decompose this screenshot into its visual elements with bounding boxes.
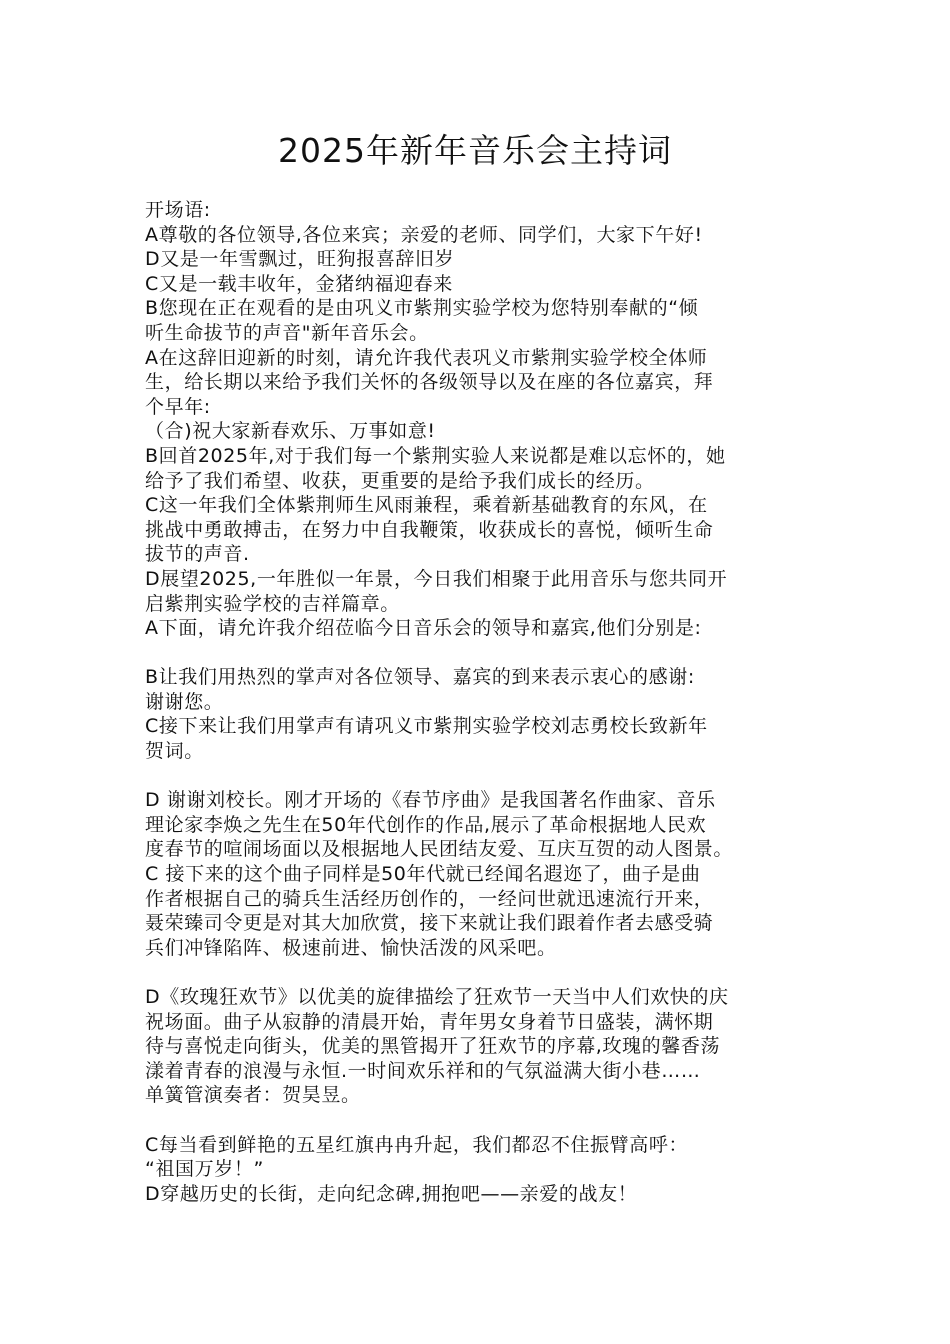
text-line: “祖国万岁！” [145,1158,264,1181]
text-line: B您现在正在观看的是由巩义市紫荆实验学校为您特别奉献的“倾 [145,297,699,320]
text-line: C接下来让我们用掌声有请巩义市紫荆实验学校刘志勇校长致新年 [145,715,708,738]
text-line: D 谢谢刘校长。刚才开场的《春节序曲》是我国著名作曲家、音乐 [145,789,716,812]
text-line: D穿越历史的长街，走向纪念碑,拥抱吧——亲爱的战友！ [145,1182,638,1205]
text-line: 度春节的喧闹场面以及根据地人民团结友爱、互庆互贺的动人图景。 [145,838,734,861]
text-line: D又是一年雪飘过，旺狗报喜辞旧岁 [145,248,455,271]
text-line: 启紫荆实验学校的吉祥篇章。 [145,592,400,615]
text-line: 单簧管演奏者：贺昊昱。 [145,1084,361,1107]
text-line: D展望2025,一年胜似一年景，今日我们相聚于此用音乐与您共同开 [145,567,728,590]
text-line: B回首2025年,对于我们每一个紫荆实验人来说都是难以忘怀的，她 [145,444,726,467]
text-line: 作者根据自己的骑兵生活经历创作的，一经问世就迅速流行开来， [145,887,714,910]
text-line: 兵们冲锋陷阵、极速前进、愉快活泼的风采吧。 [145,936,557,959]
text-line: B让我们用热烈的掌声对各位领导、嘉宾的到来表示衷心的感谢: [145,666,695,689]
text-line: A下面，请允许我介绍莅临今日音乐会的领导和嘉宾,他们分别是: [145,617,702,640]
text-line: 开场语: [145,199,211,221]
text-line: C这一年我们全体紫荆师生风雨兼程，乘着新基础教育的东风，在 [145,494,708,517]
text-line: 待与喜悦走向街头，优美的黑管揭开了狂欢节的序幕,玫瑰的馨香荡 [145,1035,721,1058]
text-line: C每当看到鲜艳的五星红旗冉冉升起，我们都忍不住振臂高呼： [145,1133,689,1156]
text-line: C 接下来的这个曲子同样是50年代就已经闻名遐迩了，曲子是曲 [145,863,701,886]
text-line: C又是一载丰收年，金猪纳福迎春来 [145,272,453,295]
text-line: 贺词。 [145,740,204,763]
text-line: 听生命拔节的声音"新年音乐会。 [145,321,429,344]
document-body [145,198,813,1206]
text-line: （合)祝大家新春欢乐、万事如意! [145,420,436,443]
text-line: 理论家李焕之先生在50年代创作的作品,展示了革命根据地人民欢 [145,813,707,836]
text-line: 拔节的声音. [145,543,250,566]
blank-line [145,641,813,666]
text-line: 给予了我们希望、收获，更重要的是给予我们成长的经历。 [145,469,655,492]
document-title: 2025年新年音乐会主持词 [278,131,672,170]
blank-line [145,960,813,985]
blank-line [145,764,813,789]
text-line: 漾着青春的浪漫与永恒.一时间欢乐祥和的气氛溢满大街小巷…… [145,1059,701,1082]
text-line: 祝场面。曲子从寂静的清晨开始，青年男女身着节日盛装，满怀期 [145,1010,714,1033]
text-line: 生，给长期以来给予我们关怀的各级领导以及在座的各位嘉宾，拜 [145,371,714,394]
blank-line [145,1108,813,1133]
text-line: 挑战中勇敢搏击，在努力中自我鞭策，收获成长的喜悦，倾听生命 [145,518,714,541]
text-line: D《玫瑰狂欢节》以优美的旋律描绘了狂欢节一天当中人们欢快的庆 [145,986,729,1008]
text-line: A在这辞旧迎新的时刻，请允许我代表巩义市紫荆实验学校全体师 [145,346,708,369]
text-line: A尊敬的各位领导,各位来宾；亲爱的老师、同学们，大家下午好! [145,223,703,246]
text-line: 谢谢您。 [145,690,224,713]
text-line: 聂荣臻司令更是对其大加欣赏，接下来就让我们跟着作者去感受骑 [145,912,714,935]
text-line: 个早年: [145,395,211,418]
